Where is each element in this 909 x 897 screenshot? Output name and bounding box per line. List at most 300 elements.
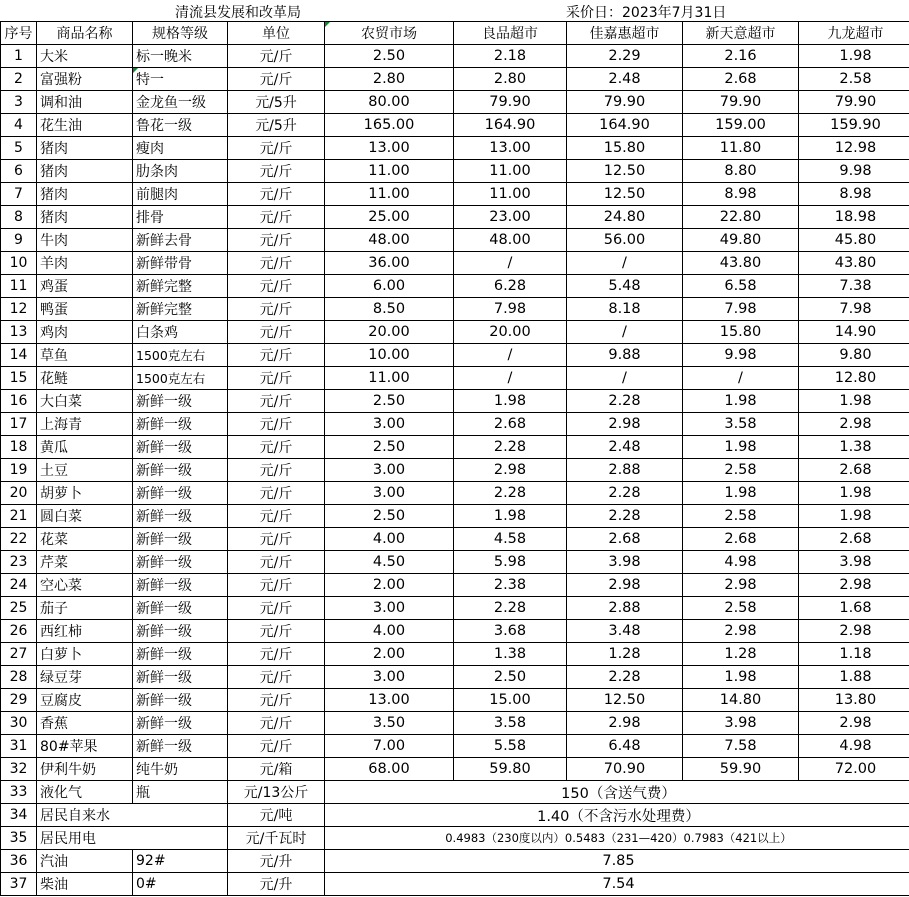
item-spec: 新鲜去骨 [133,229,228,252]
price-cell: 2.38 [454,574,567,597]
price-cell: 1.98 [683,666,799,689]
price-cell: / [454,367,567,390]
table-row [1,505,909,528]
item-name: 调和油 [37,91,133,114]
table-row [1,137,909,160]
item-unit: 元/斤 [228,160,325,183]
row-number: 14 [1,344,37,367]
price-cell: 3.58 [683,413,799,436]
price-cell: 22.80 [683,206,799,229]
item-unit: 元/吨 [228,804,325,827]
item-spec: 新鲜完整 [133,275,228,298]
price-cell: 3.00 [325,459,454,482]
item-unit: 元/斤 [228,183,325,206]
price-cell: 2.48 [567,68,683,91]
item-name: 猪肉 [37,206,133,229]
item-unit: 元/斤 [228,298,325,321]
price-cell: 48.00 [325,229,454,252]
item-spec: 1500克左右 [133,367,228,390]
price-cell: 56.00 [567,229,683,252]
row-number: 6 [1,160,37,183]
row-number: 5 [1,137,37,160]
row-number: 37 [1,873,37,896]
price-cell: / [567,252,683,275]
price-cell: 4.98 [683,551,799,574]
price-cell: 2.28 [454,597,567,620]
item-unit: 元/斤 [228,643,325,666]
row-number: 12 [1,298,37,321]
item-spec: 新鲜带骨 [133,252,228,275]
row-number: 34 [1,804,37,827]
price-cell: / [683,367,799,390]
org-title: 清流县发展和改革局 [175,5,301,21]
item-spec: 新鲜一级 [133,551,228,574]
item-name: 白萝卜 [37,643,133,666]
item-name: 香蕉 [37,712,133,735]
price-cell: 2.28 [567,482,683,505]
item-unit: 元/斤 [228,137,325,160]
price-cell: 5.48 [567,275,683,298]
item-spec: 前腿肉 [133,183,228,206]
item-name: 黄瓜 [37,436,133,459]
price-cell: 6.28 [454,275,567,298]
item-spec: 标一晚米 [133,45,228,68]
item-spec: 新鲜一级 [133,436,228,459]
price-cell: 2.28 [567,390,683,413]
row-number: 22 [1,528,37,551]
price-cell: 12.98 [799,137,909,160]
column-header: 新天意超市 [683,22,799,45]
table-row [1,252,909,275]
price-cell: 3.00 [325,413,454,436]
price-cell: 11.00 [325,367,454,390]
price-cell: 7.38 [799,275,909,298]
item-spec: 鲁花一级 [133,114,228,137]
item-unit: 元/斤 [228,597,325,620]
price-cell: 2.98 [683,620,799,643]
price-cell: 1.98 [683,436,799,459]
table-row [1,482,909,505]
table-row [1,114,909,137]
item-name: 花鲢 [37,367,133,390]
merged-price-cell: 7.54 [325,873,909,896]
row-number: 28 [1,666,37,689]
table-row [1,850,909,873]
item-unit: 元/斤 [228,436,325,459]
price-cell: 3.98 [567,551,683,574]
item-spec: 新鲜一级 [133,643,228,666]
item-name: 豆腐皮 [37,689,133,712]
price-cell: 49.80 [683,229,799,252]
price-cell: 2.98 [567,574,683,597]
price-cell: 3.00 [325,482,454,505]
price-cell: 11.00 [454,183,567,206]
price-cell: 1.38 [454,643,567,666]
price-table [0,21,909,896]
table-row [1,528,909,551]
item-unit: 元/5升 [228,91,325,114]
price-cell: 1.18 [799,643,909,666]
item-unit: 元/斤 [228,321,325,344]
item-unit: 元/斤 [228,367,325,390]
sheet-header [0,0,909,21]
price-cell: 2.16 [683,45,799,68]
table-row [1,367,909,390]
item-unit: 元/斤 [228,551,325,574]
row-number: 26 [1,620,37,643]
price-cell: 2.50 [325,505,454,528]
price-cell: 72.00 [799,758,909,781]
price-cell: 5.58 [454,735,567,758]
item-name: 猪肉 [37,137,133,160]
price-cell: 11.80 [683,137,799,160]
item-unit: 元/斤 [228,689,325,712]
row-number: 25 [1,597,37,620]
price-cell: 1.98 [799,45,909,68]
item-unit: 元/斤 [228,206,325,229]
table-header-row [1,22,909,45]
row-number: 30 [1,712,37,735]
price-cell: 2.68 [683,68,799,91]
item-unit: 元/升 [228,873,325,896]
row-number: 17 [1,413,37,436]
price-cell: 165.00 [325,114,454,137]
row-number: 4 [1,114,37,137]
row-number: 29 [1,689,37,712]
item-spec: 新鲜一级 [133,597,228,620]
price-cell: 2.98 [683,574,799,597]
table-row [1,91,909,114]
item-spec: 新鲜一级 [133,459,228,482]
price-cell: 36.00 [325,252,454,275]
table-row [1,827,909,850]
item-name: 居民自来水 [37,804,228,827]
price-cell: 25.00 [325,206,454,229]
price-cell: 2.00 [325,643,454,666]
price-cell: 11.00 [325,160,454,183]
item-name: 羊肉 [37,252,133,275]
table-row [1,68,909,91]
price-cell: 3.68 [454,620,567,643]
column-header: 良品超市 [454,22,567,45]
item-unit: 元/斤 [228,620,325,643]
item-unit: 元/斤 [228,252,325,275]
row-number: 11 [1,275,37,298]
price-cell: 48.00 [454,229,567,252]
price-cell: 2.98 [454,459,567,482]
price-cell: 2.98 [567,712,683,735]
price-cell: 8.98 [799,183,909,206]
item-unit: 元/斤 [228,229,325,252]
table-row [1,873,909,896]
item-name: 80#苹果 [37,735,133,758]
item-unit: 元/斤 [228,505,325,528]
price-cell: 4.50 [325,551,454,574]
price-cell: 79.90 [683,91,799,114]
price-cell: 2.28 [567,666,683,689]
item-spec: 新鲜一级 [133,390,228,413]
price-cell: 2.68 [454,413,567,436]
item-unit: 元/斤 [228,68,325,91]
table-row [1,459,909,482]
item-name: 圆白菜 [37,505,133,528]
price-cell: 7.98 [799,298,909,321]
price-cell: 15.00 [454,689,567,712]
item-spec: 瓶 [133,781,228,804]
price-cell: 23.00 [454,206,567,229]
price-cell: 2.80 [454,68,567,91]
price-cell: 59.90 [683,758,799,781]
price-cell: 12.50 [567,689,683,712]
price-cell: 164.90 [454,114,567,137]
price-cell: 164.90 [567,114,683,137]
column-header: 规格等级 [133,22,228,45]
item-spec: 金龙鱼一级 [133,91,228,114]
item-name: 土豆 [37,459,133,482]
price-cell: 1.28 [567,643,683,666]
price-cell: 7.98 [454,298,567,321]
price-cell: 24.80 [567,206,683,229]
price-cell: 1.98 [683,390,799,413]
price-cell: 9.98 [799,160,909,183]
price-cell: 3.98 [683,712,799,735]
item-spec: 新鲜一级 [133,666,228,689]
price-cell: / [454,344,567,367]
price-cell: 4.98 [799,735,909,758]
price-cell: 11.00 [454,160,567,183]
item-spec: 白条鸡 [133,321,228,344]
price-cell: 2.88 [567,597,683,620]
item-spec: 新鲜一级 [133,505,228,528]
item-spec: 纯牛奶 [133,758,228,781]
item-name: 鸭蛋 [37,298,133,321]
item-unit: 元/斤 [228,344,325,367]
column-header: 农贸市场 [325,22,454,45]
price-table-body [1,22,909,896]
price-cell: 15.80 [683,321,799,344]
price-cell: / [454,252,567,275]
price-cell: 13.80 [799,689,909,712]
price-cell: 2.68 [683,528,799,551]
price-cell: / [567,321,683,344]
table-row [1,758,909,781]
item-name: 柴油 [37,873,133,896]
item-name: 大白菜 [37,390,133,413]
price-cell: 2.98 [799,413,909,436]
table-row [1,321,909,344]
item-unit: 元/斤 [228,735,325,758]
price-cell: 12.50 [567,183,683,206]
price-cell: 1.98 [799,390,909,413]
price-cell: 59.80 [454,758,567,781]
item-name: 猪肉 [37,183,133,206]
price-cell: 2.88 [567,459,683,482]
price-cell: 79.90 [454,91,567,114]
row-number: 24 [1,574,37,597]
item-unit: 元/斤 [228,666,325,689]
item-spec: 92# [133,850,228,873]
price-cell: 2.28 [454,482,567,505]
price-cell: 2.68 [799,459,909,482]
price-cell: 159.00 [683,114,799,137]
item-unit: 元/斤 [228,574,325,597]
item-unit: 元/斤 [228,413,325,436]
price-cell: 2.68 [799,528,909,551]
item-unit: 元/斤 [228,390,325,413]
item-spec: 0# [133,873,228,896]
price-cell: 43.80 [683,252,799,275]
price-cell: 2.28 [454,436,567,459]
item-unit: 元/13公斤 [228,781,325,804]
price-cell: 3.98 [799,551,909,574]
table-row [1,436,909,459]
item-unit: 元/斤 [228,712,325,735]
row-number: 16 [1,390,37,413]
item-unit: 元/千瓦时 [228,827,325,850]
item-name: 牛肉 [37,229,133,252]
item-name: 猪肉 [37,160,133,183]
item-unit: 元/斤 [228,528,325,551]
table-row [1,183,909,206]
price-cell: 20.00 [454,321,567,344]
price-cell: 2.58 [683,597,799,620]
price-cell: 8.80 [683,160,799,183]
price-cell: 2.50 [454,666,567,689]
price-cell: 5.98 [454,551,567,574]
price-cell: 2.28 [567,505,683,528]
table-row [1,551,909,574]
price-cell: 20.00 [325,321,454,344]
item-spec: 瘦肉 [133,137,228,160]
item-spec: 新鲜一级 [133,413,228,436]
price-cell: 9.80 [799,344,909,367]
item-unit: 元/斤 [228,459,325,482]
item-name: 绿豆芽 [37,666,133,689]
item-name: 液化气 [37,781,133,804]
row-number: 8 [1,206,37,229]
price-cell: 2.00 [325,574,454,597]
row-number: 3 [1,91,37,114]
price-cell: 6.00 [325,275,454,298]
price-cell: 2.98 [799,574,909,597]
price-cell: 2.58 [683,459,799,482]
item-spec: 新鲜一级 [133,712,228,735]
price-cell: 80.00 [325,91,454,114]
item-spec: 1500克左右 [133,344,228,367]
table-row [1,620,909,643]
price-cell: 11.00 [325,183,454,206]
price-cell: 68.00 [325,758,454,781]
table-row [1,735,909,758]
price-cell: 1.98 [799,505,909,528]
item-unit: 元/斤 [228,45,325,68]
item-spec: 排骨 [133,206,228,229]
price-cell: 6.48 [567,735,683,758]
table-row [1,229,909,252]
item-spec: 新鲜一级 [133,620,228,643]
price-cell: 4.58 [454,528,567,551]
row-number: 31 [1,735,37,758]
item-name: 花生油 [37,114,133,137]
price-cell: 2.18 [454,45,567,68]
price-cell: 2.50 [325,45,454,68]
merged-price-cell: 7.85 [325,850,909,873]
item-name: 大米 [37,45,133,68]
price-cell: 79.90 [567,91,683,114]
price-cell: 13.00 [325,689,454,712]
item-unit: 元/升 [228,850,325,873]
table-row [1,160,909,183]
item-name: 芹菜 [37,551,133,574]
price-cell: 43.80 [799,252,909,275]
merged-price-cell: 1.40（不含污水处理费） [325,804,909,827]
price-cell: 2.68 [567,528,683,551]
column-header: 序号 [1,22,37,45]
item-spec: 肋条肉 [133,160,228,183]
price-cell: 3.50 [325,712,454,735]
price-cell: 1.98 [454,505,567,528]
item-name: 茄子 [37,597,133,620]
item-name: 上海青 [37,413,133,436]
price-cell: 18.98 [799,206,909,229]
price-cell: 2.98 [799,620,909,643]
column-header: 商品名称 [37,22,133,45]
price-cell: 14.90 [799,321,909,344]
price-cell: 2.98 [799,712,909,735]
price-cell: 79.90 [799,91,909,114]
item-name: 西红柿 [37,620,133,643]
row-number: 1 [1,45,37,68]
price-cell: 12.80 [799,367,909,390]
item-spec: 特一 [133,68,228,91]
item-name: 鸡蛋 [37,275,133,298]
table-row [1,45,909,68]
price-cell: 2.50 [325,390,454,413]
survey-date: 采价日：2023年7月31日 [566,5,727,21]
row-number: 33 [1,781,37,804]
price-cell: 2.48 [567,436,683,459]
price-cell: 8.50 [325,298,454,321]
price-cell: 7.00 [325,735,454,758]
price-cell: 6.58 [683,275,799,298]
price-cell: 45.80 [799,229,909,252]
price-cell: 1.98 [799,482,909,505]
item-name: 富强粉 [37,68,133,91]
price-cell: 3.00 [325,666,454,689]
price-cell: 7.98 [683,298,799,321]
item-unit: 元/5升 [228,114,325,137]
row-number: 19 [1,459,37,482]
price-cell: 1.98 [454,390,567,413]
price-cell: 8.98 [683,183,799,206]
price-cell: 4.00 [325,620,454,643]
price-cell: 2.50 [325,436,454,459]
column-header: 佳嘉惠超市 [567,22,683,45]
price-cell: 3.48 [567,620,683,643]
merged-price-cell: 0.4983（230度以内）0.5483（231—420）0.7983（421以上） [325,827,909,850]
price-cell: 4.00 [325,528,454,551]
item-spec: 新鲜一级 [133,482,228,505]
price-cell: 9.98 [683,344,799,367]
merged-price-cell: 150（含送气费） [325,781,909,804]
row-number: 35 [1,827,37,850]
item-name: 空心菜 [37,574,133,597]
price-cell: 3.00 [325,597,454,620]
table-row [1,344,909,367]
row-number: 32 [1,758,37,781]
price-cell: 13.00 [325,137,454,160]
price-cell: 1.68 [799,597,909,620]
